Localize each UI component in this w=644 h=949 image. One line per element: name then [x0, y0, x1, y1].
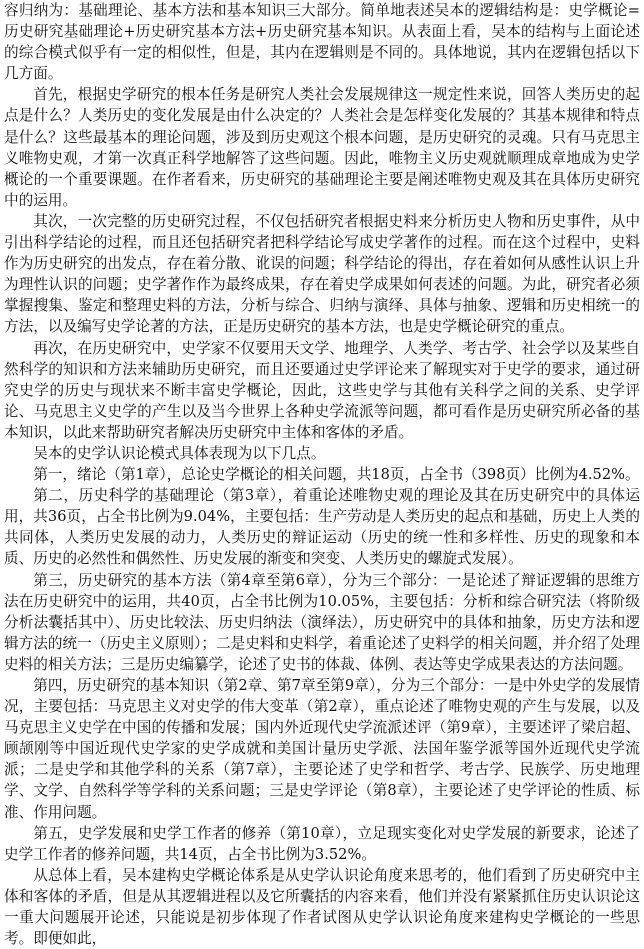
- paragraph-summary: 从总体上看，吴本建构史学概论体系是从史学认识论角度来思考的，他们看到了历史研究中主体和客体的矛盾，但是从其逻辑进程以及它所囊括的内容来看，他们并没有紧紧抓住历史认识论这一重大问题展开论述，只能说是初步体现了作者试图从史学认识论角度来建构史学概论的一些思考。即便如此，: [4, 866, 640, 948]
- document-page: [4, 0, 640, 949]
- paragraph-item-5: 第五，史学发展和史学工作者的修养（第10章），立足现实变化对史学发展的新要求，论述了史学工作者的修养问题，共14页，占全书比例为3.52%。: [4, 824, 640, 863]
- paragraph-model-intro: 吴本的史学认识论模式具体表现为以下几点。: [33, 444, 326, 462]
- paragraph-first-point: 首先，根据史学研究的根本任务是研究人类社会发展规律这一规定性来说，回答人类历史的起点是什么？人类历史的变化发展是由什么决定的？人类社会是怎样变化发展的？其基本规律和特点是什么？这些最基本的理论问题，涉及到历史观这个根本问题，是历史研究的灵魂。只有马克思主义唯物史观，才第一次真正科学地解答了这些问题。因此，唯物主义历史观就顺理成章地成为史学概论的一个重要课题。在作者看来，历史研究的基础理论主要是阐述唯物史观及其在具体历史研究中的运用。: [4, 86, 640, 209]
- paragraph-item-1: 第一，绪论（第1章），总论史学概论的相关问题，共18页，占全书（398页）比例为4.52%。: [33, 466, 640, 484]
- paragraph-second-point: 其次，一次完整的历史研究过程，不仅包括研究者根据史料来分析历史人物和历史事件，从中引出科学结论的过程，而且还包括研究者把科学结论写成史学著作的过程。而在这个过程中，史料作为历史研究的出发点，存在着分散、讹误的问题；科学结论的得出，存在着如何从感性认识上升为理性认识的问题；史学著作作为最终成果，存在着史学成果如何表述的问题。为此，研究者必须掌握搜集、鉴定和整理史料的方法，分析与综合、归纳与演绎、具体与抽象、逻辑和历史相统一的方法，以及编写史学论著的方法，正是历史研究的基本方法，也是史学概论研究的重点。: [4, 212, 640, 336]
- paragraph-item-2: 第二，历史科学的基础理论（第3章），着重论述唯物史观的理论及其在历史研究中的具体运用，共36页，占全书比例为9.04%，主要包括：生产劳动是人类历史的起点和基础，历史上人类的共同体，人类历史发展的动力，人类历史的辩证运动（历史的统一性和多样性、历史的现象和本质、历史的必然性和偶然性、历史发展的渐变和突变、人类历史的螺旋式发展）。: [4, 487, 640, 568]
- paragraph-third-point: 再次，在历史研究中，史学家不仅要用天文学、地理学、人类学、考古学、社会学以及某些自然科学的知识和方法来辅助历史研究，而且还要通过史学评论来了解现实对于史学的要求，通过研究史学的历史与现状来不断丰富史学概论，因此，这些史学与其他有关科学之间的关系、史学评论、马克思主义史学的产生以及当今世界上各种史学流派等问题，都可看作是历史研究所必备的基本知识，以此来帮助研究者解决历史研究中主体和客体的矛盾。: [4, 339, 640, 441]
- paragraph-item-3: 第三，历史研究的基本方法（第4章至第6章），分为三个部分：一是论述了辩证逻辑的思维方法在历史研究中的运用，共40页，占全书比例为10.05%，主要包括：分析和综合研究法（将阶级分析法囊括其中）、历史比较法、历史归纳法（演绎法），历史研究中的具体和抽象，历史方法和逻辑方法的统一（历史主义原则）；二是史料和史料学，着重论述了史料学的相关问题，并介绍了处理史料的相关方法；三是历史编纂学，论述了史书的体裁、体例、表达等史学成果表达的方法问题。: [4, 571, 640, 673]
- paragraph-intro-continuation: 容归纳为：基础理论、基本方法和基本知识三大部分。简单地表述吴本的逻辑结构是：史学概论=历史研究基础理论+历史研究基本方法+历史研究基本知识。从表面上看，吴本的结构与上面论述的综合模式似乎有一定的相似性，但是，其内在逻辑则是不同的。具体地说，其内在逻辑包括以下几方面。: [4, 2, 640, 83]
- paragraph-item-4: 第四，历史研究的基本知识（第2章、第7章至第9章），分为三个部分：一是中外史学的发展情况，主要包括：马克思主义对史学的伟大变革（第2章），重点论述了唯物史观的产生与发展，以及马克思主义史学在中国的传播和发展；国内外近现代史学流派述评（第9章），主要述评了梁启超、顾颉刚等中国近现代史学家的史学成就和美国计量历史学派、法国年鉴学派等国外近现代史学流派；二是史学和其他学科的关系（第7章），主要论述了史学和哲学、考古学、民族学、历史地理学、文学、自然科学等学科的关系问题；三是史学评论（第8章），主要论述了史学评论的性质、标准、作用问题。: [4, 677, 640, 821]
